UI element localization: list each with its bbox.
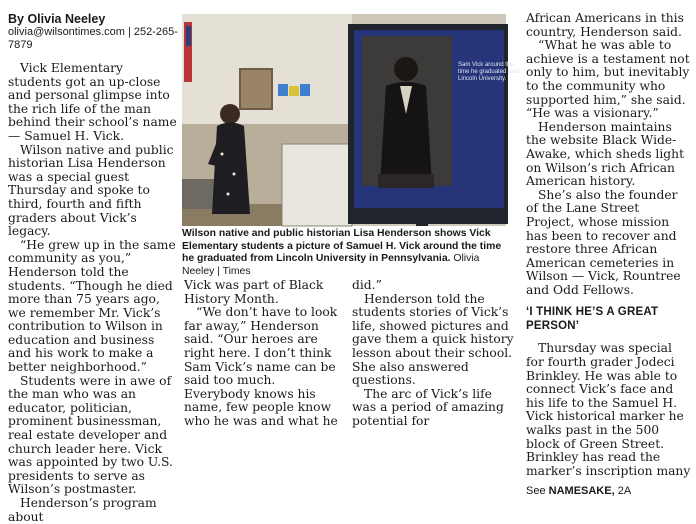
paragraph: African Americans in this country, Henderson said.	[526, 11, 684, 39]
paragraph: Thursday was special for fourth grader Jodeci Brinkley. He was able to connect Vick’s face and his life to the Samuel H. Vick historical marker he walks past in the 500 block of Green Street. Brinkley has read the marker’s inscription many	[526, 341, 691, 478]
jump-target[interactable]: NAMESAKE,	[548, 485, 615, 498]
screen-caption: Sam Vick around the time he graduated from Lincoln University.	[458, 62, 521, 82]
paragraph: did.”	[352, 278, 382, 292]
caption-text: Wilson native and public historian Lisa Henderson shows Vick Elementary students a picture of Samuel H. Vick around the time he graduated from Lincoln University in Pennsylvania.	[182, 228, 502, 265]
column-2	[184, 279, 344, 429]
jump-prefix: See	[526, 485, 546, 498]
paragraph: The arc of Vick’s life was a period of amazing potential for	[352, 386, 504, 428]
paragraph: “What he was able to achieve is a testament not only to him, but inevitably to the community who supported him,” she said. “He was a visionary.”	[526, 38, 690, 121]
paragraph: Vick was part of Black History Month.	[184, 278, 324, 306]
paragraph: She’s also the founder of the Lane Street Project, whose mission has been to recover and restore three African American cemeteries in Wilson — Vick, Rountree and Odd Fellows.	[526, 187, 681, 297]
news-photo	[182, 14, 521, 226]
paragraph: Students were in awe of the man who was an educator, politician, prominent businessman, real estate developer and church leader here. Vick was appointed by two U.S. presidents to serve as Wilson’s postmaster.	[8, 373, 173, 497]
paragraph: Vick Elementary students got an up-close and personal glimpse into the rich life of the man behind their school’s name — Samuel H. Vick.	[8, 61, 177, 143]
contact-line: olivia@wilsontimes.com | 252-265-7879	[8, 26, 178, 51]
paragraph: Henderson’s program about	[8, 496, 157, 524]
jump-page: 2A	[617, 485, 632, 498]
column-3	[352, 279, 514, 429]
byline: By Olivia Neeley	[8, 12, 106, 26]
photo-caption	[182, 228, 512, 278]
paragraph: Henderson maintains the website Black Wide-Awake, which sheds light on Wilson’s rich African American history.	[526, 119, 685, 189]
column-4	[526, 12, 691, 499]
paragraph: Wilson native and public historian Lisa Henderson was a special guest Thursday and spoke to third, fourth and fifth graders about Vick’s legacy.	[8, 142, 174, 239]
paragraph: Henderson told the students stories of Vick’s life, showed pictures and gave them a quick history lesson about their school. She also answered questions.	[352, 291, 514, 388]
paragraph: “We don’t have to look far away,” Henderson said. “Our heroes are right here. I don’t think Sam Vick’s name can be said too much. Everybody knows his name, few people know who he was and what he	[184, 305, 338, 428]
column-1	[8, 12, 178, 524]
photo-credit: Olivia Neeley | Times	[182, 253, 480, 277]
jump-line	[526, 485, 691, 499]
paragraph: “He grew up in the same community as you,” Henderson told the students. “Though he died more than 75 years ago, we remember Mr. Vick’s contribution to Wilson in education and business and his work to make a better neighborhood.”	[8, 237, 176, 375]
photo-illustration	[182, 14, 521, 226]
subheading: ‘I THINK HE’S A GREAT PERSON’	[526, 306, 659, 333]
